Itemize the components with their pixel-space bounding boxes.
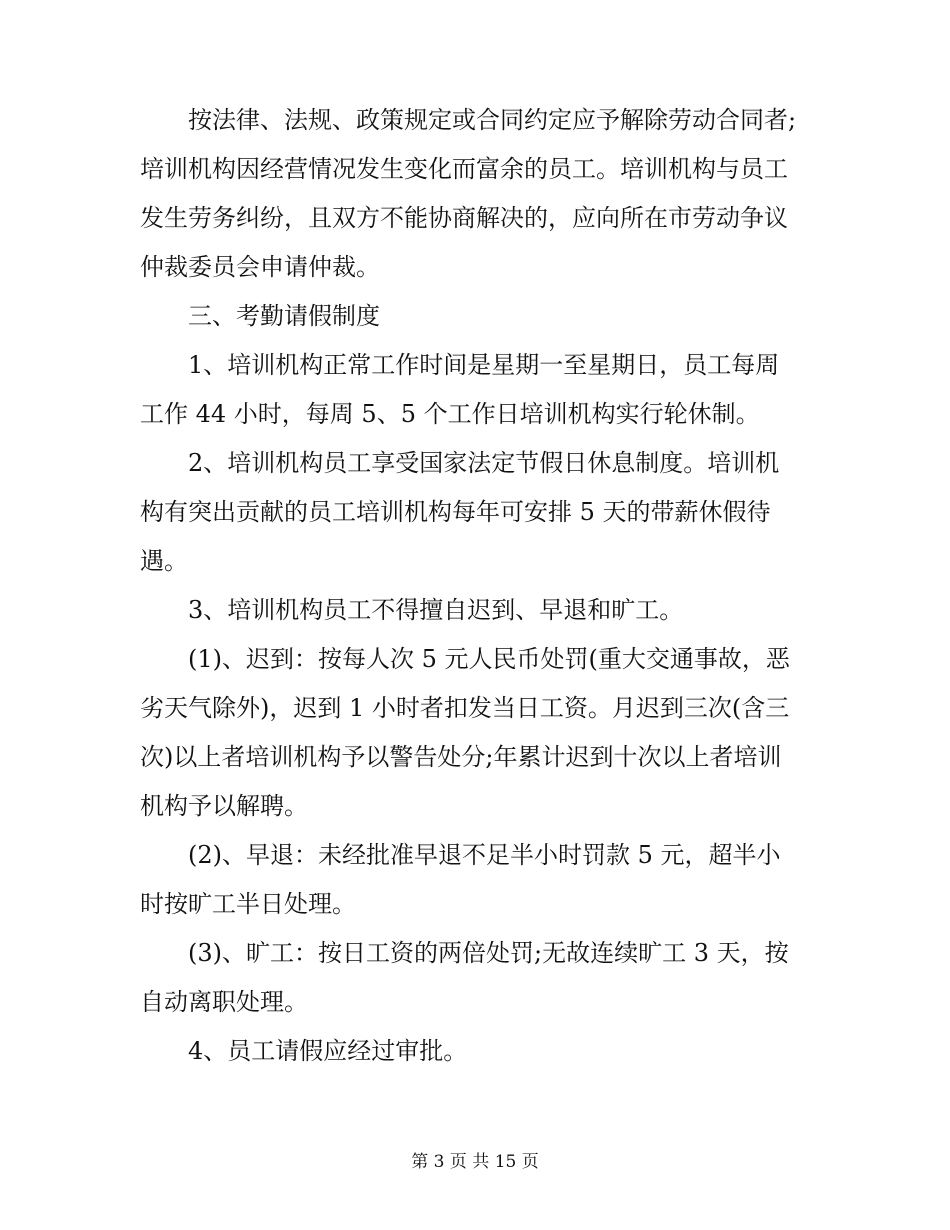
text-line: 次)以上者培训机构予以警告处分;年累计迟到十次以上者培训 xyxy=(140,743,782,771)
text-line: 遇。 xyxy=(140,547,188,575)
text-line: 4、员工请假应经过审批。 xyxy=(188,1037,468,1065)
text-line: 劣天气除外)，迟到 1 小时者扣发当日工资。月迟到三次(含三 xyxy=(140,694,790,722)
text-line: 按法律、法规、政策规定或合同约定应予解除劳动合同者; xyxy=(188,106,797,134)
text-line: (1)、迟到：按每人次 5 元人民币处罚(重大交通事故，恶 xyxy=(188,645,790,673)
text-line: 工作 44 小时，每周 5、5 个工作日培训机构实行轮休制。 xyxy=(140,400,760,428)
section-heading: 三、考勤请假制度 xyxy=(188,302,380,330)
text-line: 发生劳务纠纷，且双方不能协商解决的，应向所在市劳动争议 xyxy=(140,204,788,232)
page-number: 第 3 页 共 15 页 xyxy=(411,1152,539,1172)
text-line: 机构予以解聘。 xyxy=(140,792,308,820)
text-line: 3、培训机构员工不得擅自迟到、早退和旷工。 xyxy=(188,596,684,624)
text-line: 培训机构因经营情况发生变化而富余的员工。培训机构与员工 xyxy=(140,155,788,183)
text-line: (3)、旷工：按日工资的两倍处罚;无故连续旷工 3 天，按 xyxy=(188,939,789,967)
text-line: 自动离职处理。 xyxy=(140,988,308,1016)
text-line: 仲裁委员会申请仲裁。 xyxy=(140,253,380,281)
text-line: 构有突出贡献的员工培训机构每年可安排 5 天的带薪休假待 xyxy=(140,498,771,526)
text-line: 1、培训机构正常工作时间是星期一至星期日，员工每周 xyxy=(188,351,780,379)
text-line: (2)、早退：未经批准早退不足半小时罚款 5 元，超半小 xyxy=(188,841,781,869)
text-line: 时按旷工半日处理。 xyxy=(140,890,356,918)
text-line: 2、培训机构员工享受国家法定节假日休息制度。培训机 xyxy=(188,449,780,477)
